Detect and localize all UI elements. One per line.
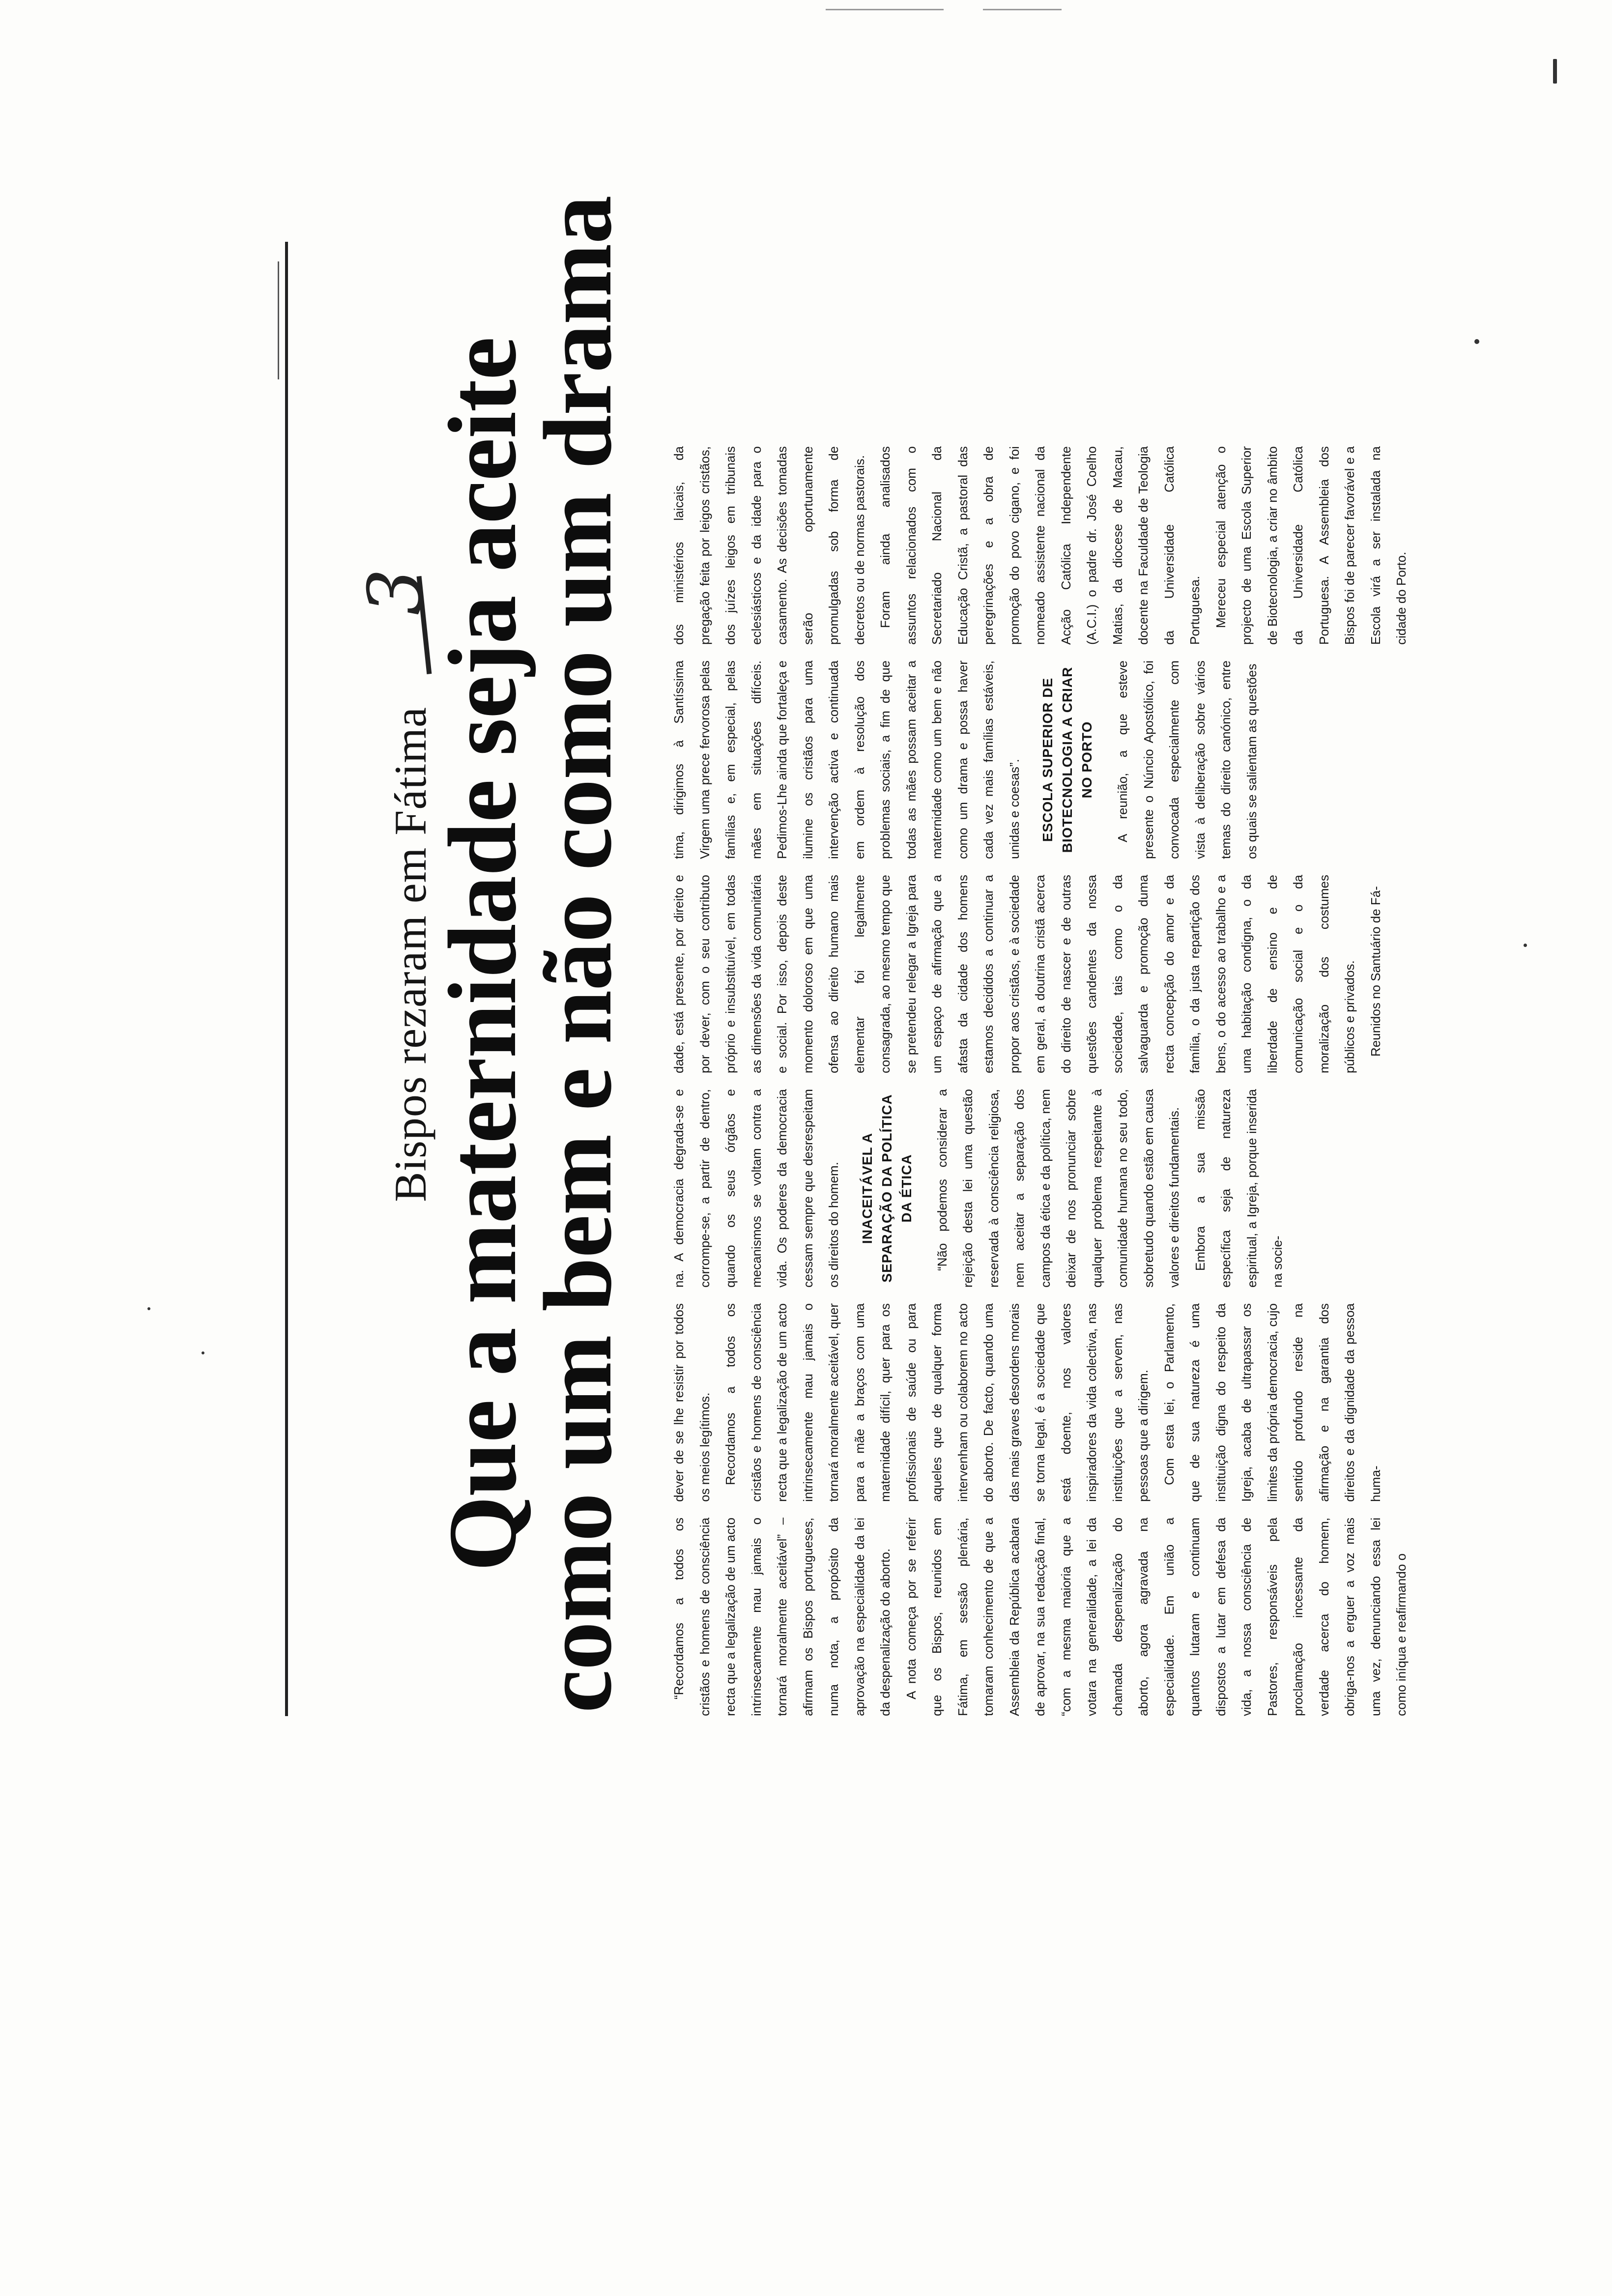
paragraph: “Recordamos a todos os cristãos e homens de consciência recta que a legalização de um acto intrinsecamente mau jamais o tornará moralmente aceitável” – afirmam os Bispos portugueses, numa nota, a propósito da aprovação na especialidade da lei da despenalização do aborto. (671, 1518, 892, 1716)
paragraph: Foram ainda analisados assuntos relacionados com o Secretariado Nacional da Educação Cristã, a pastoral das peregrinações e a obra de promoção do povo cigano, e foi nomeado assistente nacional da Acção Católica Independente (A.C.I.) o padre dr. José Coelho Matias, da diocese de Macau, docente na Faculdade de Teologia da Universidade Católica Portuguesa. (878, 446, 1202, 645)
paragraph: A nota começa por se referir que os Bispos, reunidos em Fátima, em sessão plenária, tomaram conhecimento de que a Assembleia da República acabara de aprovar, na sua redacção final, “com a mesma maioria que a votara na generalidade, a lei da chamada despenalização do aborto, agora agravada na especialidade. Em união a quantos lutaram e continuam dispostos a lutar em defesa da vida, a nossa consciência de Pastores, responsáveis pela proclamação incessante da verdade acerca do homem, obriga-nos a erguer a voz mais uma vez, denunciando essa lei como iníqua e reafirmando o (903, 1518, 1409, 1716)
paragraph: Com esta lei, o Parlamento, que de sua natureza é uma instituição digna do respeito da Igreja, acaba de ultrapassar os limites da própria democracia, cujo sentido profundo reside na afirmação e na garantia dos direitos e da dignidade da pessoa huma- (1161, 1303, 1383, 1502)
news-article (305, 193, 1409, 1716)
paragraph: “Não podemos considerar a rejeição desta lei uma questão reservada à consciência religiosa, nem aceitar a separação dos campos da ética e da política, nem deixar de nos pronunciar sobre qualquer problema respeitante à comunidade humana no seu todo, sobretudo quando estão em causa valores e direitos fundamentais. (934, 1089, 1181, 1288)
paragraph: Recordamos a todos os cristãos e homens de consciência recta que a legalização de um acto intrinsecamente mau jamais o tornará moralmente aceitável, quer para a mãe a braços com uma maternidade difícil, quer para os profissionais de saúde ou para aqueles que de qualquer forma intervenham ou colaborem no acto do aborto. De facto, quando uma das mais graves desordens morais se torna legal, é a sociedade que está doente, nos valores inspiradores da vida colectiva, nas instituições que a servem, nas pessoas que a dirigem. (723, 1303, 1151, 1502)
headline-line-1: Que a maternidade seja aceite (429, 337, 536, 1572)
column-6 (666, 446, 1409, 645)
paragraph: na. A democracia degrada-se e corrompe-se, a partir de dentro, quando os seus órgãos e mecanismos se voltam contra a vida. Os poderes da democracia cessam sempre que desrespeitam os direitos do homem. (671, 1089, 841, 1288)
column-3 (666, 1089, 1383, 1288)
paragraph: Embora a sua missão específica seja de natureza espiritual, a Igreja, porque inserida na socie- (1192, 1089, 1285, 1288)
subheading: INACEITÁVEL A SEPARAÇÃO DA POLÍTICA DA ÉTICA (859, 1094, 914, 1283)
paragraph: tima, dirigimos à Santíssima Virgem uma prece fervorosa pelas famílias e, em especial, pelas mães em situações difíceis. Pedimos-Lhe ainda que fortaleça e ilumine os cristãos para uma intervenção activa e continuada em ordem à resolução dos problemas sociais, a fim de que todas as mães possam aceitar a maternidade como um bem e não como um drama e possa haver cada vez mais famílias estáveis, unidas e coesas”. (671, 660, 1022, 859)
article-kicker: Bispos rezaram em Fátima (385, 707, 435, 1202)
headline-line-2: como um bem e não como um drama (524, 196, 632, 1713)
paragraph: A reunião, a que esteve presente o Núncio Apostólico, foi convocada especialmente com vista à deliberação sobre vários temas do direito canónico, entre os quais se salientam as questões (1115, 660, 1259, 859)
paragraph: Reunidos no Santuário de Fá- (1368, 886, 1383, 1057)
article-headline (429, 193, 632, 1716)
paragraph: dever de se lhe resistir por todos os meios legítimos. (671, 1303, 712, 1502)
column-4 (666, 875, 1383, 1073)
column-2 (666, 1303, 1383, 1502)
paragraph: dos ministérios laicais, da pregação feita por leigos cristãos, dos juízes leigos em tribunais eclesiásticos e da idade para o casamento. As decisões tomadas serão oportunamente promulgadas sob forma de decretos ou de normas pastorais. (671, 446, 867, 645)
column-1 (666, 1518, 1409, 1716)
top-rule-short (278, 261, 279, 379)
subheading: ESCOLA SUPERIOR DE BIOTECNOLOGIA A CRIAR NO PORTO (1040, 666, 1094, 853)
column-5 (666, 660, 1383, 859)
paragraph: dade, está presente, por direito e por dever, com o seu contributo próprio e insubstituível, em todas as dimensões da vida comunitária e social. Por isso, depois deste momento doloroso em que uma ofensa ao direito humano mais elementar foi legalmente consagrada, ao mesmo tempo que se pretendeu relegar a Igreja para um espaço de afirmação que a afasta da cidade dos homens estamos decididos a continuar a propor aos cristãos, e à sociedade em geral, a doutrina cristã acerca do direito de nascer e de outras questões candentes da nossa sociedade, tais como o da salvaguarda e promoção duma recta concepção do amor e da família, o da justa repartição dos bens, o do acesso ao trabalho e a uma habitação condigna, o da liberdade de ensino e de comunicação social e o da moralização dos costumes públicos e privados. (671, 875, 1357, 1073)
article-columns (666, 193, 1409, 1716)
top-rule (285, 242, 288, 1716)
handwritten-number: 3 (353, 568, 438, 615)
paragraph: Mereceu especial atenção o projecto de uma Escola Superior de Biotecnologia, a criar no âmbito da Universidade Católica Portuguesa. A Assembleia dos Bispos foi de parecer favorável e a Escola virá a ser instalada na cidade do Porto. (1213, 446, 1409, 645)
